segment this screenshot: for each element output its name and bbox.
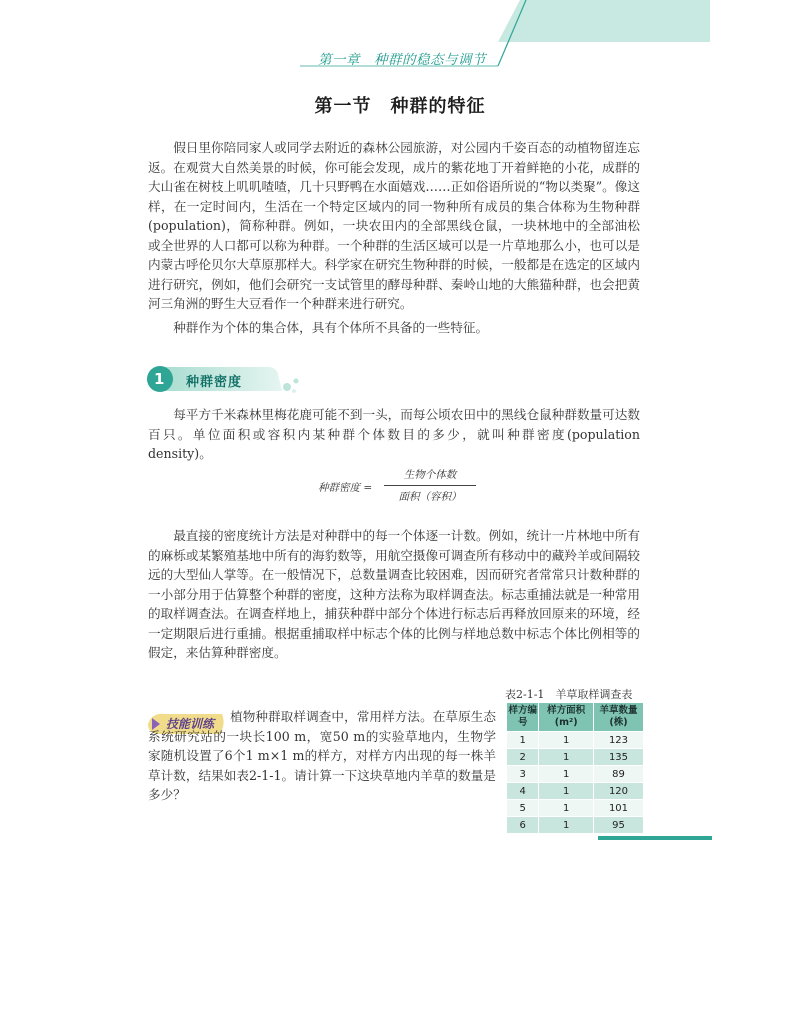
table-cell: 1: [539, 783, 594, 800]
table-cell: 2: [507, 749, 539, 766]
section-title: 第一节 种群的特征: [314, 96, 486, 117]
table-header-cell: 样方面积 (m²): [539, 703, 594, 732]
formula-lhs: 种群密度 =: [318, 482, 373, 494]
footer-accent-band: [598, 836, 712, 840]
table-cell: 135: [593, 749, 643, 766]
table-cell: 89: [593, 766, 643, 783]
intro-summary-paragraph: 种群作为个体的集合体，具有个体所不具备的一些特征。: [173, 320, 489, 335]
table-header-cell: 羊草数量 (株): [593, 703, 643, 732]
table-row: [507, 817, 644, 834]
table-header-cell: 样方编号: [507, 703, 539, 732]
table-cell: 101: [593, 800, 643, 817]
subsection-title: 种群密度: [186, 375, 243, 390]
table-cell: 6: [507, 817, 539, 834]
table-header-row: [507, 703, 644, 732]
table-row: [507, 732, 644, 749]
sampling-table: [506, 702, 644, 834]
table-row: [507, 766, 644, 783]
skill-training-text: [148, 707, 496, 805]
chapter-header: 第一章 种群的稳态与调节: [318, 52, 486, 68]
table-cell: 1: [539, 749, 594, 766]
table-cell: 1: [539, 732, 594, 749]
table-cell: 95: [593, 817, 643, 834]
table-row: [507, 783, 644, 800]
subsection-heading: [144, 364, 314, 394]
table-row: [507, 749, 644, 766]
skill-text-body: 植物种群取样调查中，常用样方法。在草原生态系统研究站的一块长100 m，宽50 m的实验草地内，生物学家随机设置了6个1 m×1 m的样方，对样方内出现的每一株羊草计数，结果如表2-1-1。请计算一下这块草地内羊草的数量是多少？: [148, 709, 496, 803]
table-cell: 3: [507, 766, 539, 783]
formula-fraction: [384, 466, 476, 506]
formula-numerator: 生物个体数: [403, 469, 457, 481]
table-caption: 表2-1-1 羊草取样调查表: [505, 688, 633, 701]
table-cell: 1: [507, 732, 539, 749]
table-row: [507, 800, 644, 817]
table-cell: 1: [539, 800, 594, 817]
table-cell: 123: [593, 732, 643, 749]
sampling-method-paragraph: 最直接的密度统计方法是对种群中的每一个体逐一计数。例如，统计一片林地中所有的麻栎或某繁殖基地中所有的海豹数等，用航空摄像可调查所有移动中的藏羚羊或间隔较远的大型仙人掌等。在一般情况下，总数量调查比较困难，因而研究者常常只计数种群的一小部分用于估算整个种群的密度，这种方法称为取样调查法。标志重捕法就是一种常用的取样调查法。在调查样地上，捕获种群中部分个体进行标志后再释放回原来的环境，经一定期限后进行重捕。根据重捕取样中标志个体的比例与样地总数中标志个体比例相等的假定，来估算种群密度。: [148, 528, 640, 660]
density-formula: [318, 466, 518, 506]
table-cell: 1: [539, 817, 594, 834]
skill-training-label: 技能训练: [166, 717, 215, 731]
intro-paragraph: 假日里你陪同家人或同学去附近的森林公园旅游，对公园内千姿百态的动植物留连忘返。在观赏大自然美景的时候，你可能会发现，成片的紫花地丁开着鲜艳的小花，成群的大山雀在树枝上叽叽喳喳，几十只野鸭在水面嬉戏……正如俗语所说的“物以类聚”。像这样，在一定时间内，生活在一个特定区域内的同一物种所有成员的集合体称为生物种群(population)，简称种群。例如，一块农田内的全部黑线仓鼠，一块林地中的全部油松或全世界的人口都可以称为种群。一个种群的生活区域可以是一片草地那么小，也可以是内蒙古呼伦贝尔大草原那样大。科学家在研究生物种群的时候，一般都是在选定的区域内进行研究，例如，他们会研究一支试管里的酵母种群、秦岭山地的大熊猫种群，也会把黄河三角洲的野生大豆看作一个种群来进行研究。: [148, 140, 640, 311]
fraction-bar: [384, 485, 476, 486]
table-cell: 120: [593, 783, 643, 800]
table-cell: 4: [507, 783, 539, 800]
table-cell: 5: [507, 800, 539, 817]
table-cell: 1: [539, 766, 594, 783]
formula-denominator: 面积（容积）: [398, 491, 462, 503]
density-paragraph: 每平方千米森林里梅花鹿可能不到一头，而每公顷农田中的黑线仓鼠种群数量可达数百只。单位面积或容积内某种群个体数目的多少，就叫种群密度(population density)。: [148, 407, 640, 461]
subsection-number: 1: [154, 370, 165, 388]
